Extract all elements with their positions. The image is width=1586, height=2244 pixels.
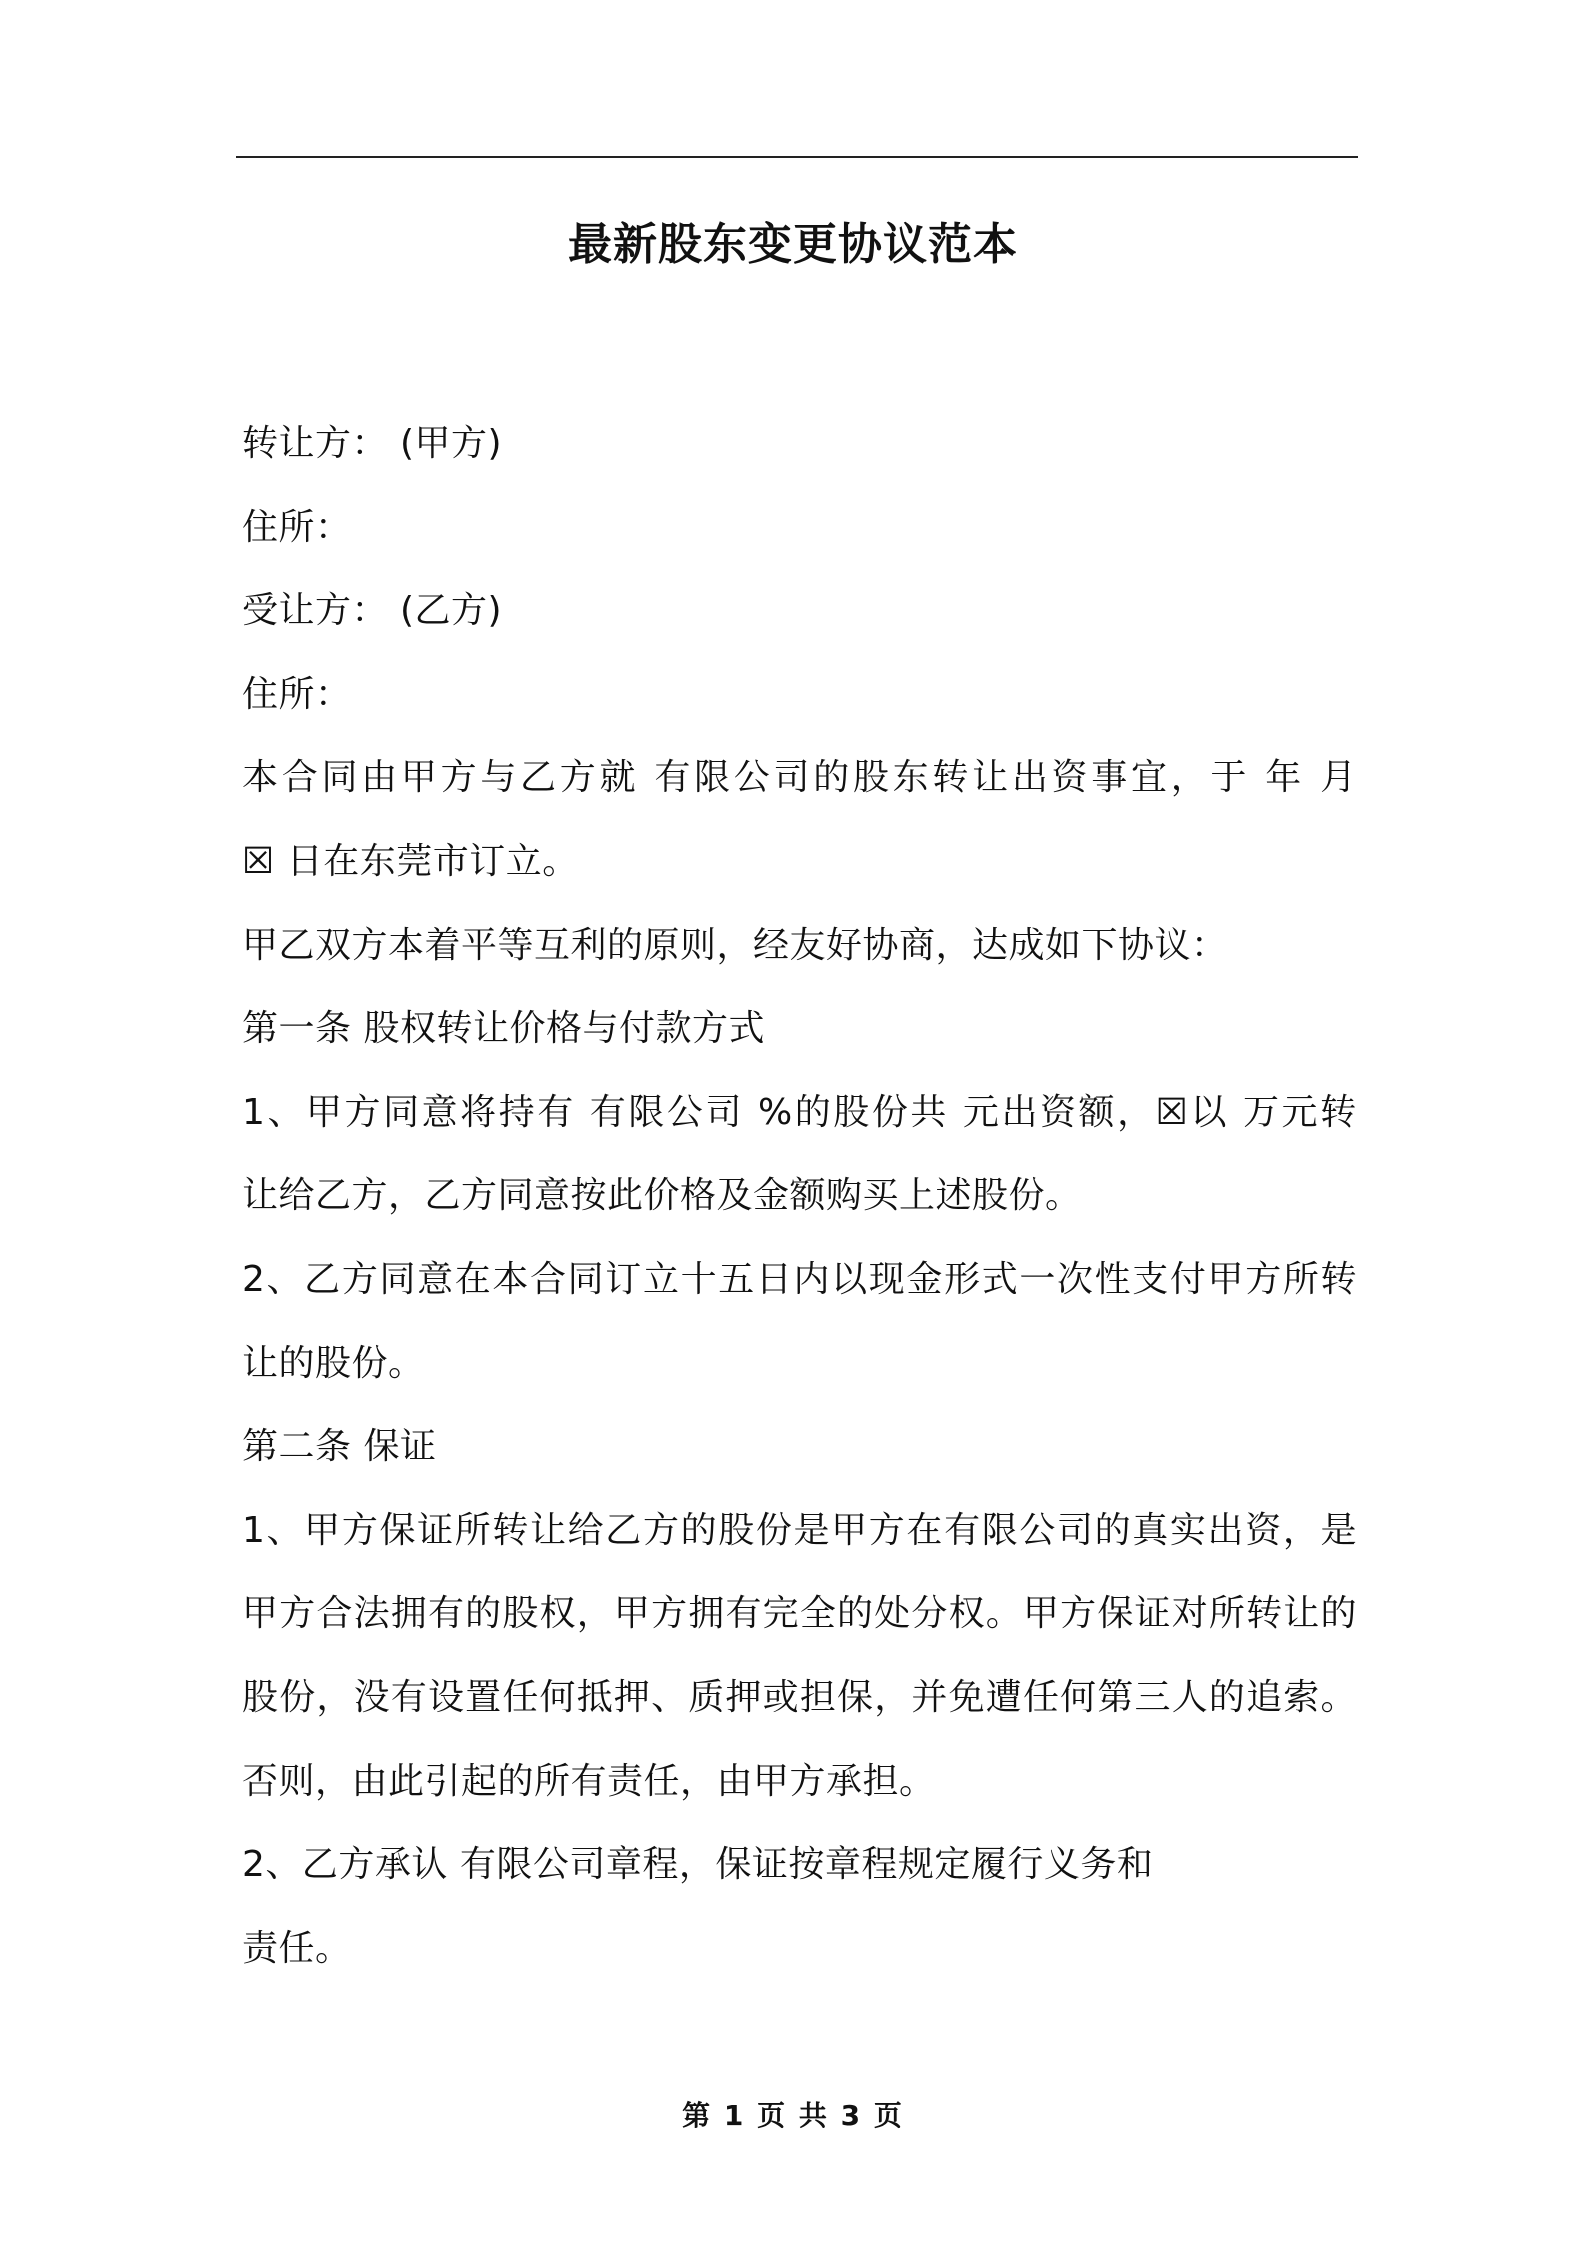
- transferee-address-line: 住所：: [242, 673, 352, 715]
- article-2-clause-1-line-2: 甲 方 合 法 拥 有 的 股 权 ， 甲 方 拥 有 完 全 的 处 分 权 。 甲 方 保 证 对 所 转 让 的: [242, 1593, 1357, 1635]
- article-1-heading: 第一条 股权转让价格与付款方式: [242, 1008, 765, 1050]
- page-footer: 第 1 页 共 3 页: [682, 2099, 904, 2132]
- contract-intro-line-2: ☒ 日在东莞市订立。: [242, 840, 579, 882]
- article-2-clause-1-line-3: 股 份 ， 没 有 设 置 任 何 抵 押 、 质 押 或 担 保 ， 并 免 遭 任 何 第 三 人 的 追 索 。: [242, 1676, 1357, 1718]
- article-1-clause-2-line-1: 2 、 乙 方 同 意 在 本 合 同 订 立 十 五 日 内 以 现 金 形 式 一 次 性 支 付 甲 方 所 转: [242, 1258, 1357, 1300]
- article-1-clause-1-line-1: 1 、 甲 方 同 意 将 持 有 有 限 公 司 % 的 股 份 共 元 出 资 额 ， ☒ 以 万 元 转: [242, 1091, 1357, 1133]
- article-2-clause-1-line-1: 1 、 甲 方 保 证 所 转 让 给 乙 方 的 股 份 是 甲 方 在 有 限 公 司 的 真 实 出 资 ， 是: [242, 1509, 1357, 1551]
- principle-line: 甲乙双方本着平等互利的原则，经友好协商，达成如下协议：: [242, 924, 1228, 966]
- article-1-clause-1-line-2: 让给乙方，乙方同意按此价格及金额购买上述股份。: [242, 1175, 1082, 1217]
- contract-intro-line-1: 本 合 同 由 甲 方 与 乙 方 就 有 限 公 司 的 股 东 转 让 出 资 事 宜 ， 于 年 月: [242, 757, 1357, 799]
- transferor-address-line: 住所：: [242, 506, 352, 548]
- article-1-clause-2-line-2: 让的股份。: [242, 1342, 425, 1384]
- article-2-clause-2-line-1: 2、乙方承认 有限公司章程，保证按章程规定履行义务和: [242, 1844, 1154, 1886]
- transferor-line: 转让方： (甲方): [242, 423, 503, 464]
- header-rule: [236, 156, 1358, 158]
- article-2-clause-2-line-2: 责任。: [242, 1927, 352, 1969]
- article-2-clause-1-line-4: 否则，由此引起的所有责任，由甲方承担。: [242, 1760, 936, 1802]
- transferee-line: 受让方： (乙方): [242, 590, 503, 632]
- document-body: [242, 402, 1357, 1990]
- article-2-heading: 第二条 保证: [242, 1426, 437, 1468]
- document-title: 最新股东变更协议范本: [568, 219, 1018, 270]
